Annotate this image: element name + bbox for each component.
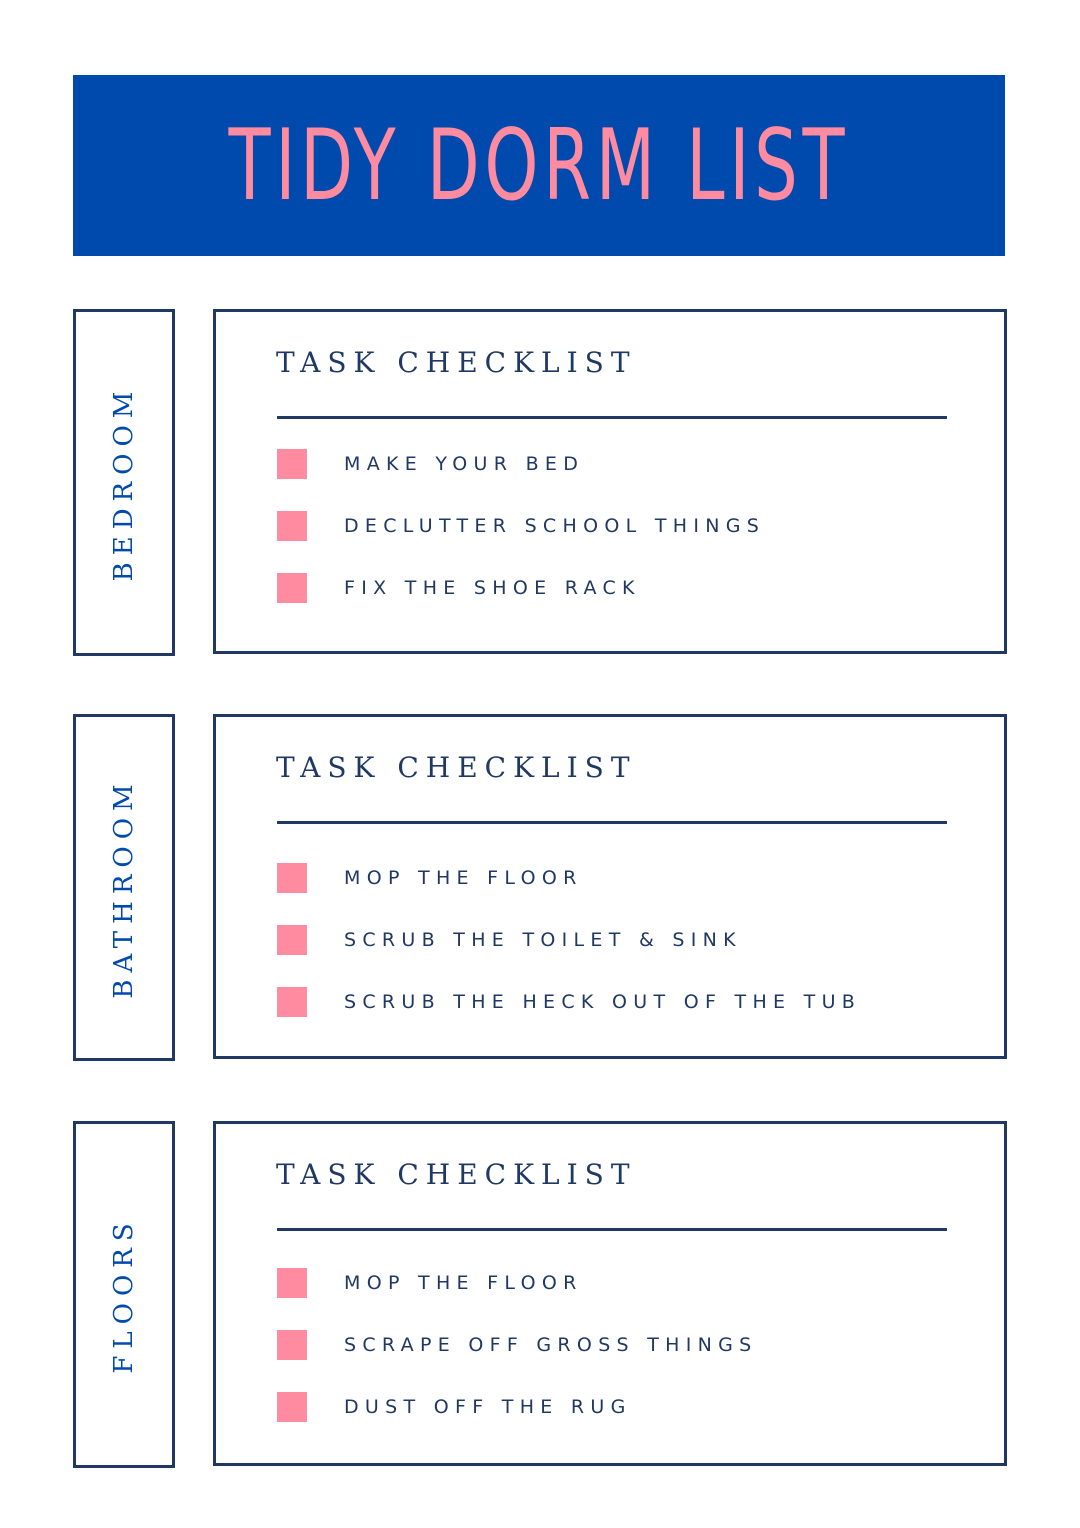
checkbox[interactable] [277, 511, 307, 541]
section-label: BATHROOM [109, 776, 139, 999]
checkbox[interactable] [277, 1330, 307, 1360]
divider [277, 821, 947, 824]
section-label: FLOORS [109, 1215, 139, 1374]
section-label-box [73, 309, 175, 656]
task-checklist-card [213, 714, 1007, 1059]
task-item[interactable] [277, 511, 765, 541]
checkbox[interactable] [277, 863, 307, 893]
divider [277, 416, 947, 419]
divider [277, 1228, 947, 1231]
checklist-title: TASK CHECKLIST [276, 346, 637, 379]
task-checklist-card [213, 1121, 1007, 1466]
section-floors [73, 1121, 1007, 1466]
task-label: DECLUTTER SCHOOL THINGS [344, 515, 766, 537]
task-item[interactable] [277, 1392, 632, 1422]
section-bedroom [73, 309, 1007, 654]
task-label: MOP THE FLOOR [344, 1272, 583, 1294]
checkbox[interactable] [277, 449, 307, 479]
task-label: SCRUB THE TOILET & SINK [344, 929, 742, 951]
task-item[interactable] [277, 1330, 758, 1360]
section-bathroom [73, 714, 1007, 1059]
task-item[interactable] [277, 863, 583, 893]
task-label: MOP THE FLOOR [344, 867, 583, 889]
checkbox[interactable] [277, 1268, 307, 1298]
checkbox[interactable] [277, 573, 307, 603]
checkbox[interactable] [277, 1392, 307, 1422]
task-item[interactable] [277, 449, 584, 479]
task-item[interactable] [277, 987, 861, 1017]
section-label-box [73, 1121, 175, 1468]
title-banner [73, 75, 1005, 256]
task-item[interactable] [277, 1268, 583, 1298]
task-checklist-card [213, 309, 1007, 654]
checklist-title: TASK CHECKLIST [276, 751, 637, 784]
page-title: TIDY DORM LIST [228, 108, 850, 223]
task-item[interactable] [277, 925, 742, 955]
task-label: MAKE YOUR BED [344, 453, 585, 475]
section-label-box [73, 714, 175, 1061]
checkbox[interactable] [277, 925, 307, 955]
section-label: BEDROOM [109, 384, 139, 581]
checkbox[interactable] [277, 987, 307, 1017]
task-label: SCRAPE OFF GROSS THINGS [344, 1334, 758, 1356]
task-label: FIX THE SHOE RACK [344, 577, 641, 599]
task-label: SCRUB THE HECK OUT OF THE TUB [344, 991, 862, 1013]
task-item[interactable] [277, 573, 641, 603]
checklist-title: TASK CHECKLIST [276, 1158, 637, 1191]
task-label: DUST OFF THE RUG [344, 1396, 632, 1418]
